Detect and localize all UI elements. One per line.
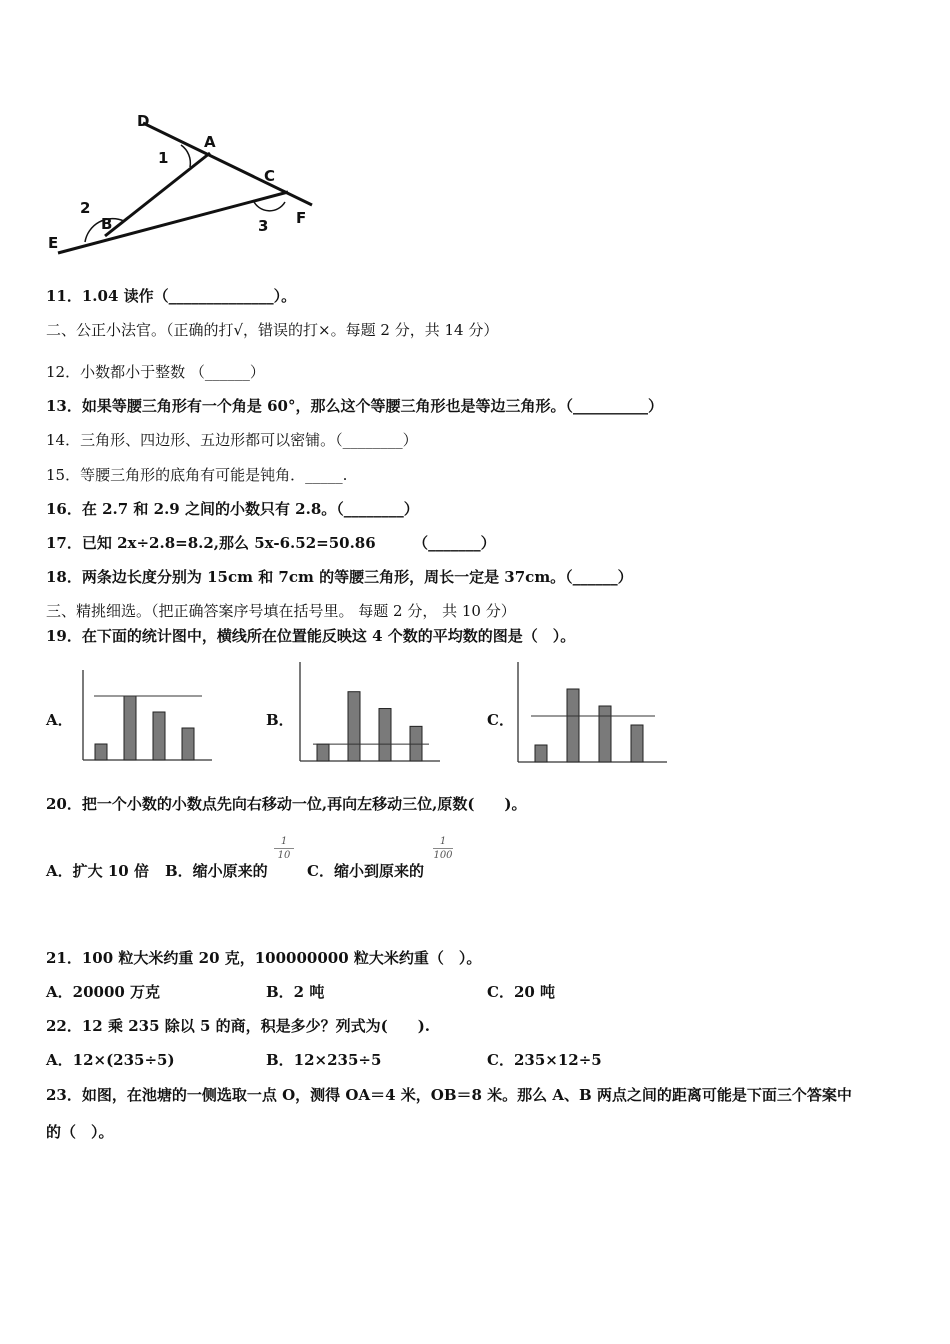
bar xyxy=(182,728,194,760)
bar xyxy=(95,744,107,760)
question-22: 22．12 乘 235 除以 5 的商，积是多少？列式为( ). xyxy=(46,1017,431,1035)
q21-option-a: A．20000 万克 xyxy=(46,983,161,1001)
section-3-heading: 三、精挑细选。（把正确答案序号填在括号里。 每题 2 分， 共 10 分） xyxy=(46,602,516,620)
bar xyxy=(535,745,547,762)
point-d-label: D xyxy=(137,112,150,130)
question-12: 12．小数都小于整数 （______） xyxy=(46,363,265,381)
bar xyxy=(599,706,611,762)
question-11: 11．1.04 读作（______________）。 xyxy=(46,287,297,305)
bar-chart-a xyxy=(80,668,215,768)
fraction-numerator: 1 xyxy=(439,836,447,847)
question-18: 18．两条边长度分别为 15cm 和 7cm 的等腰三角形，周长一定是 37cm。（______） xyxy=(46,568,633,586)
fraction-denominator: 100 xyxy=(433,850,453,861)
point-b-label: B xyxy=(101,215,113,233)
q21-option-b: B．2 吨 xyxy=(266,983,325,1001)
q19-option-b-label: B． xyxy=(266,711,294,729)
point-c-label: C xyxy=(264,167,276,185)
bar-chart-b xyxy=(297,660,442,768)
bar xyxy=(348,692,360,761)
question-20: 20．把一个小数的小数点先向右移动一位,再向左移动三位,原数( )。 xyxy=(46,795,527,813)
question-21: 21．100 粒大米约重 20 克，100000000 粒大米约重（ ）。 xyxy=(46,949,482,967)
point-f-label: F xyxy=(296,209,307,227)
question-19: 19．在下面的统计图中，横线所在位置能反映这 4 个数的平均数的图是（ ）。 xyxy=(46,627,576,645)
q22-option-c: C．235×12÷5 xyxy=(487,1051,602,1069)
question-16: 16．在 2.7 和 2.9 之间的小数只有 2.8。（________） xyxy=(46,500,419,518)
q21-option-c: C．20 吨 xyxy=(487,983,556,1001)
q22-option-b: B．12×235÷5 xyxy=(266,1051,382,1069)
angle-2-label: 2 xyxy=(80,199,91,217)
question-23-line-1: 23．如图，在池塘的一侧选取一点 O，测得 OA＝4 米，OB＝8 米。那么 A、B 两点之间的距离可能是下面三个答案中 xyxy=(46,1086,852,1104)
q20-option-b-fraction xyxy=(274,836,294,861)
q19-option-c-label: C． xyxy=(487,711,514,729)
q20-option-b: B．缩小原来的 xyxy=(165,862,268,880)
point-a-label: A xyxy=(204,133,216,151)
fraction-numerator: 1 xyxy=(280,836,288,847)
angle-figure xyxy=(40,105,340,265)
question-17: 17．已知 2x÷2.8=8.2,那么 5x-6.52=50.86 （_______） xyxy=(46,534,496,552)
question-13: 13．如果等腰三角形有一个角是 60°，那么这个等腰三角形也是等边三角形。（__________） xyxy=(46,397,663,415)
q19-option-a-label: A． xyxy=(46,711,73,729)
fraction-denominator: 10 xyxy=(277,850,291,861)
bar xyxy=(631,725,643,762)
bar xyxy=(124,696,136,760)
q22-option-a: A．12×(235÷5) xyxy=(46,1051,175,1069)
bar xyxy=(153,712,165,760)
q20-option-c: C．缩小到原来的 xyxy=(307,862,424,880)
angle-3-label: 3 xyxy=(258,217,269,235)
bar xyxy=(317,744,329,761)
bar xyxy=(567,689,579,762)
question-23-line-2: 的（ ）。 xyxy=(46,1123,114,1141)
point-e-label: E xyxy=(48,234,59,252)
section-2-heading: 二、公正小法官。（正确的打√，错误的打×。每题 2 分，共 14 分） xyxy=(46,321,499,339)
angle-1-label: 1 xyxy=(158,149,169,167)
bar xyxy=(379,709,391,761)
question-14: 14．三角形、四边形、五边形都可以密铺。（________） xyxy=(46,431,418,449)
question-15: 15．等腰三角形的底角有可能是钝角．_____. xyxy=(46,466,348,484)
q20-option-c-fraction xyxy=(433,836,453,861)
bar-chart-c xyxy=(515,660,670,768)
q20-option-a: A．扩大 10 倍 xyxy=(46,862,149,880)
